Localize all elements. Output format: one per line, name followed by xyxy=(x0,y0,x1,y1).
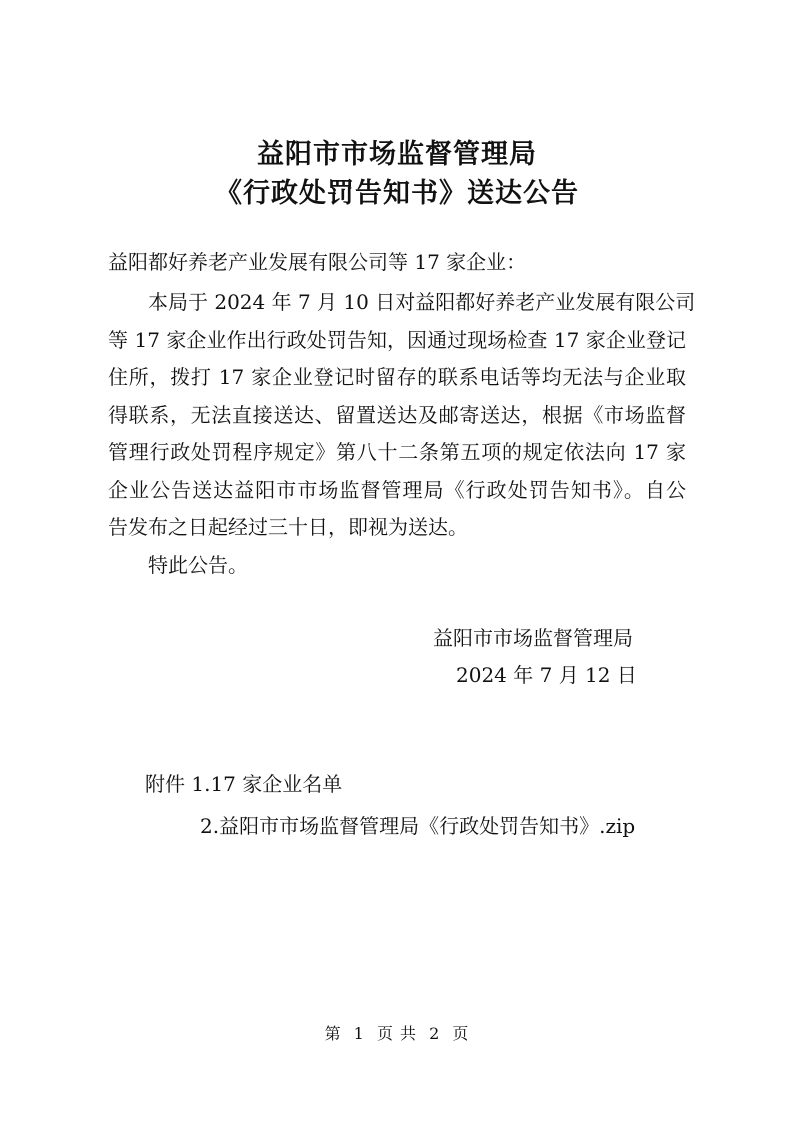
salutation: 益阳都好养老产业发展有限公司等 17 家企业： xyxy=(108,250,527,274)
document-title-line-1: 益阳市市场监督管理局 xyxy=(257,139,537,170)
attachment-item-2: 2.益阳市市场监督管理局《行政处罚告知书》.zip xyxy=(200,814,636,838)
footer-page-number: 1 xyxy=(353,1024,365,1043)
body-line-4: 得联系，无法直接送达、留置送达及邮寄送达，根据《市场监督 xyxy=(108,403,686,427)
document-title-line-2: 《行政处罚告知书》送达公告 xyxy=(215,178,579,209)
body-line-6: 企业公告送达益阳市市场监督管理局《行政处罚告知书》。自公 xyxy=(108,478,686,502)
body-line-7: 告发布之日起经过三十日，即视为送达。 xyxy=(108,515,468,539)
signature-date: 2024 年 7 月 12 日 xyxy=(456,663,637,687)
footer-middle: 页 共 xyxy=(376,1024,418,1043)
footer-prefix: 第 xyxy=(324,1024,342,1043)
attachment-item-1: 附件 1.17 家企业名单 xyxy=(145,772,343,796)
footer-suffix: 页 xyxy=(452,1024,470,1043)
body-line-2: 等 17 家企业作出行政处罚告知，因通过现场检查 17 家企业登记 xyxy=(108,328,686,352)
footer-total-pages: 2 xyxy=(429,1024,441,1043)
body-line-3: 住所，拨打 17 家企业登记时留存的联系电话等均无法与企业取 xyxy=(108,365,686,389)
page-footer xyxy=(0,1022,794,1046)
closing-text: 特此公告。 xyxy=(148,553,248,577)
body-line-5: 管理行政处罚程序规定》第八十二条第五项的规定依法向 17 家 xyxy=(108,440,686,464)
body-line-1: 本局于 2024 年 7 月 10 日对益阳都好养老产业发展有限公司 xyxy=(148,290,696,314)
signature-organization: 益阳市市场监督管理局 xyxy=(433,626,633,650)
